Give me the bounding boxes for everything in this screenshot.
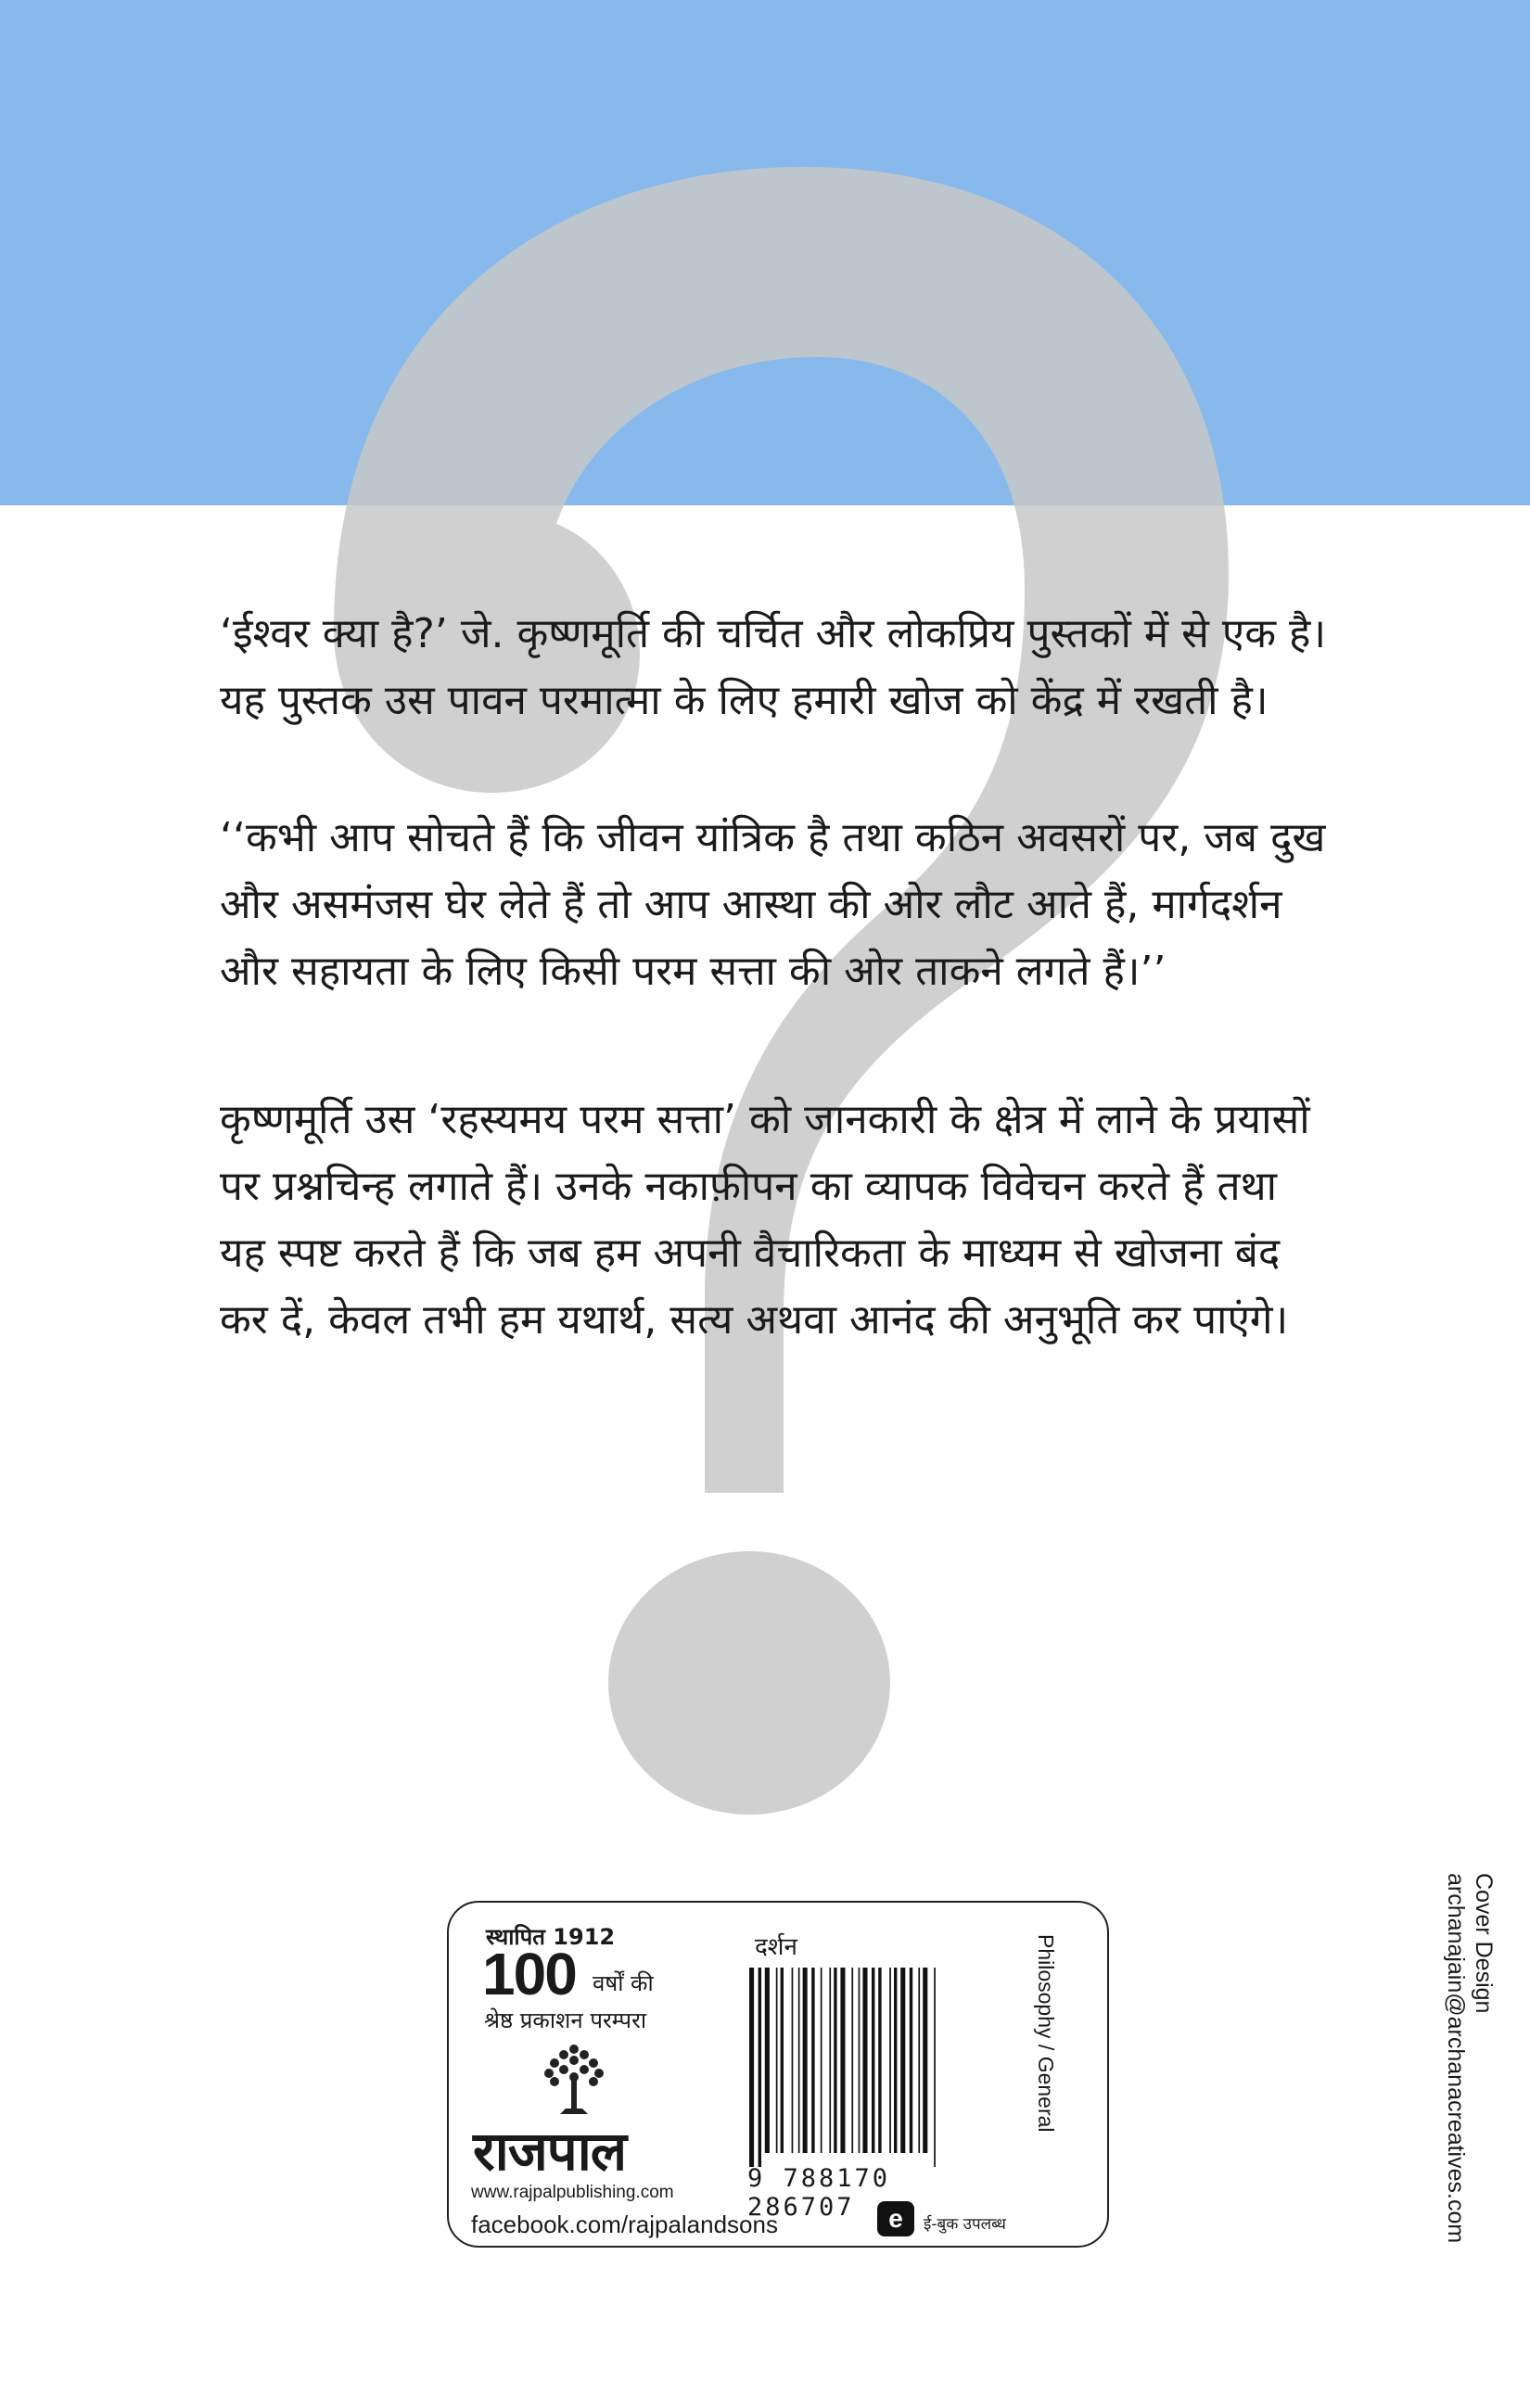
barcode-bar [792,1968,794,2153]
blurb-line: और सहायता के लिए किसी परम सत्ता की ओर ताकने लगते हैं।’’ [220,948,1167,995]
publisher-website: www.rajpalpublishing.com [471,2183,674,2202]
barcode-bar [900,1968,905,2153]
barcode-bar [872,1968,874,2153]
barcode-bar [776,1968,778,2153]
cover-design-credit [1442,1873,1498,2243]
established-year: स्थापित 1912 [486,1924,616,1950]
blurb-line: ‘‘कभी आप सोचते हैं कि जीवन यांत्रिक है तथा कठिन अवसरों पर, जब दुख [220,814,1326,861]
tradition-label: श्रेष्ठ प्रकाशन परम्परा [484,2007,647,2033]
barcode-bar [862,1968,867,2153]
isbn-digits: 9 788170 286707 [747,2164,891,2222]
blurb-quote-paragraph [220,805,1332,1005]
barcode-bar [759,1968,761,2167]
barcode-bar [821,1968,822,2153]
genre-label-hindi: दर्शन [755,1933,797,1961]
blurb-line: और असमंजस घेर लेते हैं तो आप आस्था की ओर लौट आते हैं, मार्गदर्शन [220,881,1282,928]
barcode-bar [840,1968,845,2153]
barcode-bar [811,1968,814,2153]
barcode-bar [803,1968,808,2153]
tree-icon [542,2040,606,2120]
barcode-bar [923,1968,927,2153]
barcode [747,1968,979,2167]
blurb-line: पर प्रश्नचिन्ह लगाते हैं। उनके नकाफ़ीपन का व्यापक विवेचन करते हैं तथा [220,1163,1278,1210]
barcode-bar [798,1968,800,2153]
blurb-paragraph-3 [220,1087,1332,1354]
credit-title: Cover Design [1471,1873,1497,2014]
barcode-bar [894,1968,897,2153]
barcode-bar [859,1968,861,2153]
barcode-bar [934,1968,936,2167]
barcode-bar [878,1968,881,2153]
barcode-bar [889,1968,891,2153]
barcode-bar [829,1968,831,2153]
blurb-line: कृष्णमूर्ति उस ‘रहस्यमय परम सत्ता’ को जानकारी के क्षेत्र में लाने के प्रयासों [220,1096,1310,1143]
blurb-paragraph-1 [220,601,1332,734]
barcode-bar [765,1968,770,2153]
category-label: Philosophy / General [1034,1934,1058,2133]
publisher-barcode-badge [447,1901,1109,2248]
barcode-bar [834,1968,836,2153]
hundred-years-number: 100 [482,1941,576,2007]
blurb-line: यह पुस्तक उस पावन परमात्मा के लिए हमारी खोज को केंद्र में रखती है। [220,677,1269,724]
blurb-line: ‘ईश्वर क्या है?’ जे. कृष्णमूर्ति की चर्चित और लोकप्रिय पुस्तकों में से एक है। [220,610,1327,657]
publisher-facebook: facebook.com/rajpalandsons [471,2211,778,2238]
barcode-bar [918,1968,920,2153]
barcode-bar [910,1968,912,2153]
blurb-line: कर दें, केवल तभी हम यथार्थ, सत्य अथवा आनंद की अनुभूति कर पाएंगे। [220,1296,1289,1344]
barcode-bar [749,1968,754,2167]
credit-email: archanajain@archanacreatives.com [1443,1873,1469,2244]
years-label: वर्षों की [593,1970,654,1996]
ebook-icon: e [877,2201,914,2236]
publisher-logo-wordmark: राजपाल [473,2120,627,2183]
barcode-bar [851,1968,853,2153]
barcode-bar [781,1968,784,2153]
blurb-line: यह स्पष्ट करते हैं कि जब हम अपनी वैचारिकता के माध्यम से खोजना बंद [220,1229,1281,1277]
ebook-available-label: ई-बुक उपलब्ध [924,2215,1006,2234]
